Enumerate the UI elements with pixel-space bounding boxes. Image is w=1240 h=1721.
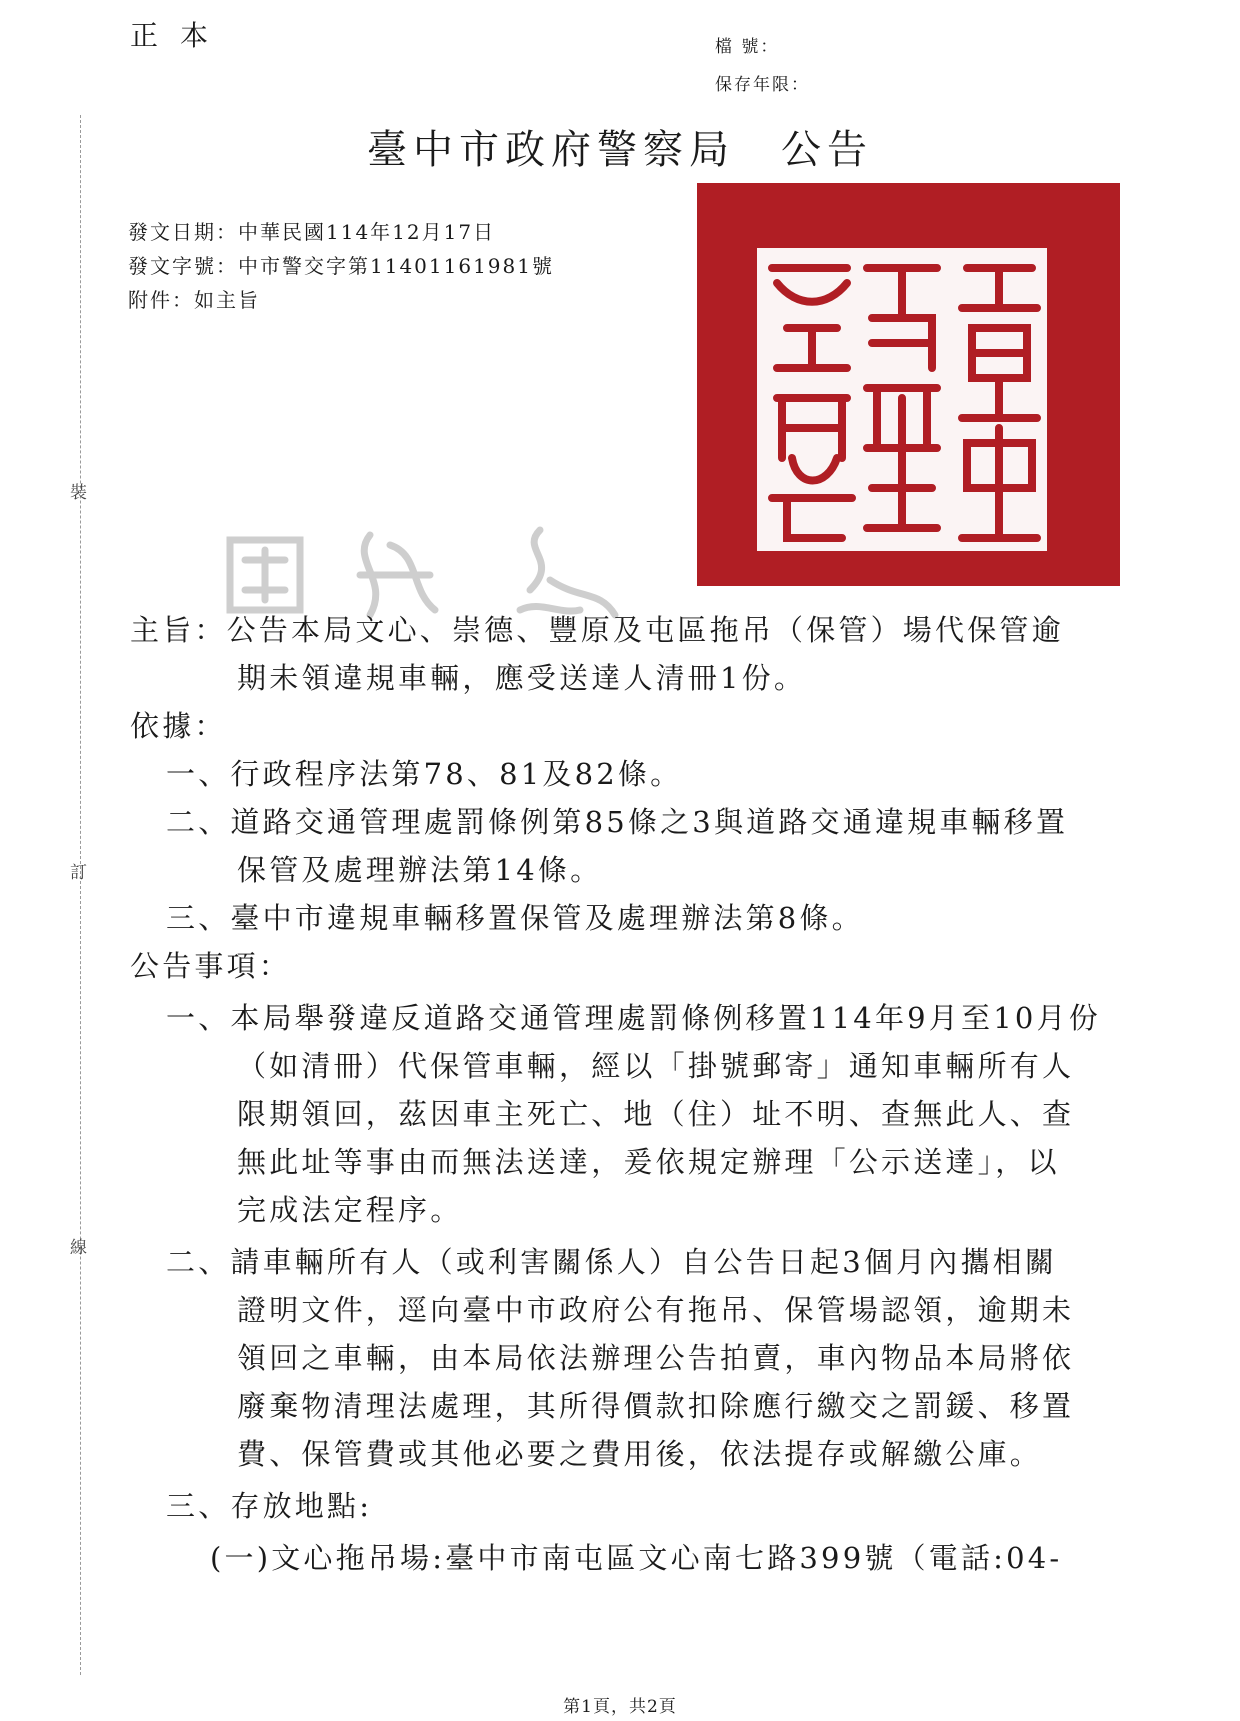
notice-item-1-line: 一、本局舉發違反道路交通管理處罰條例移置114年9月至10月份 xyxy=(166,1001,1101,1035)
basis-item-3: 三、臺中市違規車輛移置保管及處理辦法第8條。 xyxy=(166,901,864,935)
subject-line-1: 主旨：公告本局文心、崇德、豐原及屯區拖吊（保管）場代保管逾 xyxy=(130,613,1064,647)
notice-item-2-line: 費、保管費或其他必要之費用後，依法提存或解繳公庫。 xyxy=(237,1437,1043,1471)
notice-item-1-line: 完成法定程序。 xyxy=(237,1193,463,1227)
binding-mark-zhuang: 裝 xyxy=(70,483,87,503)
notice-item-2-line: 證明文件，逕向臺中市政府公有拖吊、保管場認領，逾期未 xyxy=(237,1293,1075,1327)
binding-line xyxy=(80,115,81,1675)
retention-period-label: 保存年限： xyxy=(715,75,810,95)
document-title: 臺中市政府警察局 公告 xyxy=(367,127,873,173)
original-copy-label: 正本 xyxy=(130,19,231,52)
notice-item-2-line: 廢棄物清理法處理，其所得價款扣除應行繳交之罰鍰、移置 xyxy=(237,1389,1075,1423)
basis-heading: 依據： xyxy=(130,709,227,743)
binding-mark-ding: 訂 xyxy=(70,863,87,883)
page-number: 第1頁，共2頁 xyxy=(563,1697,677,1717)
notice-heading: 公告事項： xyxy=(130,949,292,983)
notice-item-2-line: 領回之車輛，由本局依法辦理公告拍賣，車內物品本局將依 xyxy=(237,1341,1075,1375)
notice-item-2-line: 二、請車輛所有人（或利害關係人）自公告日起3個月內攜相關 xyxy=(166,1245,1058,1279)
notice-item-1-line: 無此址等事由而無法送達，爰依規定辦理「公示送達」，以 xyxy=(237,1145,1060,1179)
basis-item-1: 一、行政程序法第78、81及82條。 xyxy=(166,757,683,791)
attachment-note: 附件：如主旨 xyxy=(128,288,260,312)
basis-item-2-line-2: 保管及處理辦法第14條。 xyxy=(237,853,603,887)
notice-item-1-line: 限期領回，茲因車主死亡、地（住）址不明、查無此人、查 xyxy=(237,1097,1075,1131)
notice-item-1-line: （如清冊）代保管車輛，經以「掛號郵寄」通知車輛所有人 xyxy=(237,1049,1075,1083)
file-number-label: 檔 號： xyxy=(715,37,780,57)
storage-location-1: (一)文心拖吊場:臺中市南屯區文心南七路399號（電話:04- xyxy=(210,1541,1063,1575)
binding-mark-xian: 線 xyxy=(70,1238,87,1258)
issue-date: 發文日期：中華民國114年12月17日 xyxy=(128,220,496,244)
seal-script-icon xyxy=(757,248,1047,551)
basis-item-2-line-1: 二、道路交通管理處罰條例第85條之3與道路交通違規車輛移置 xyxy=(166,805,1069,839)
notice-item-3-heading: 三、存放地點: xyxy=(166,1489,373,1523)
subject-line-2: 期未領違規車輛，應受送達人清冊1份。 xyxy=(237,661,807,695)
issue-number: 發文字號：中市警交字第11401161981號 xyxy=(128,254,554,278)
